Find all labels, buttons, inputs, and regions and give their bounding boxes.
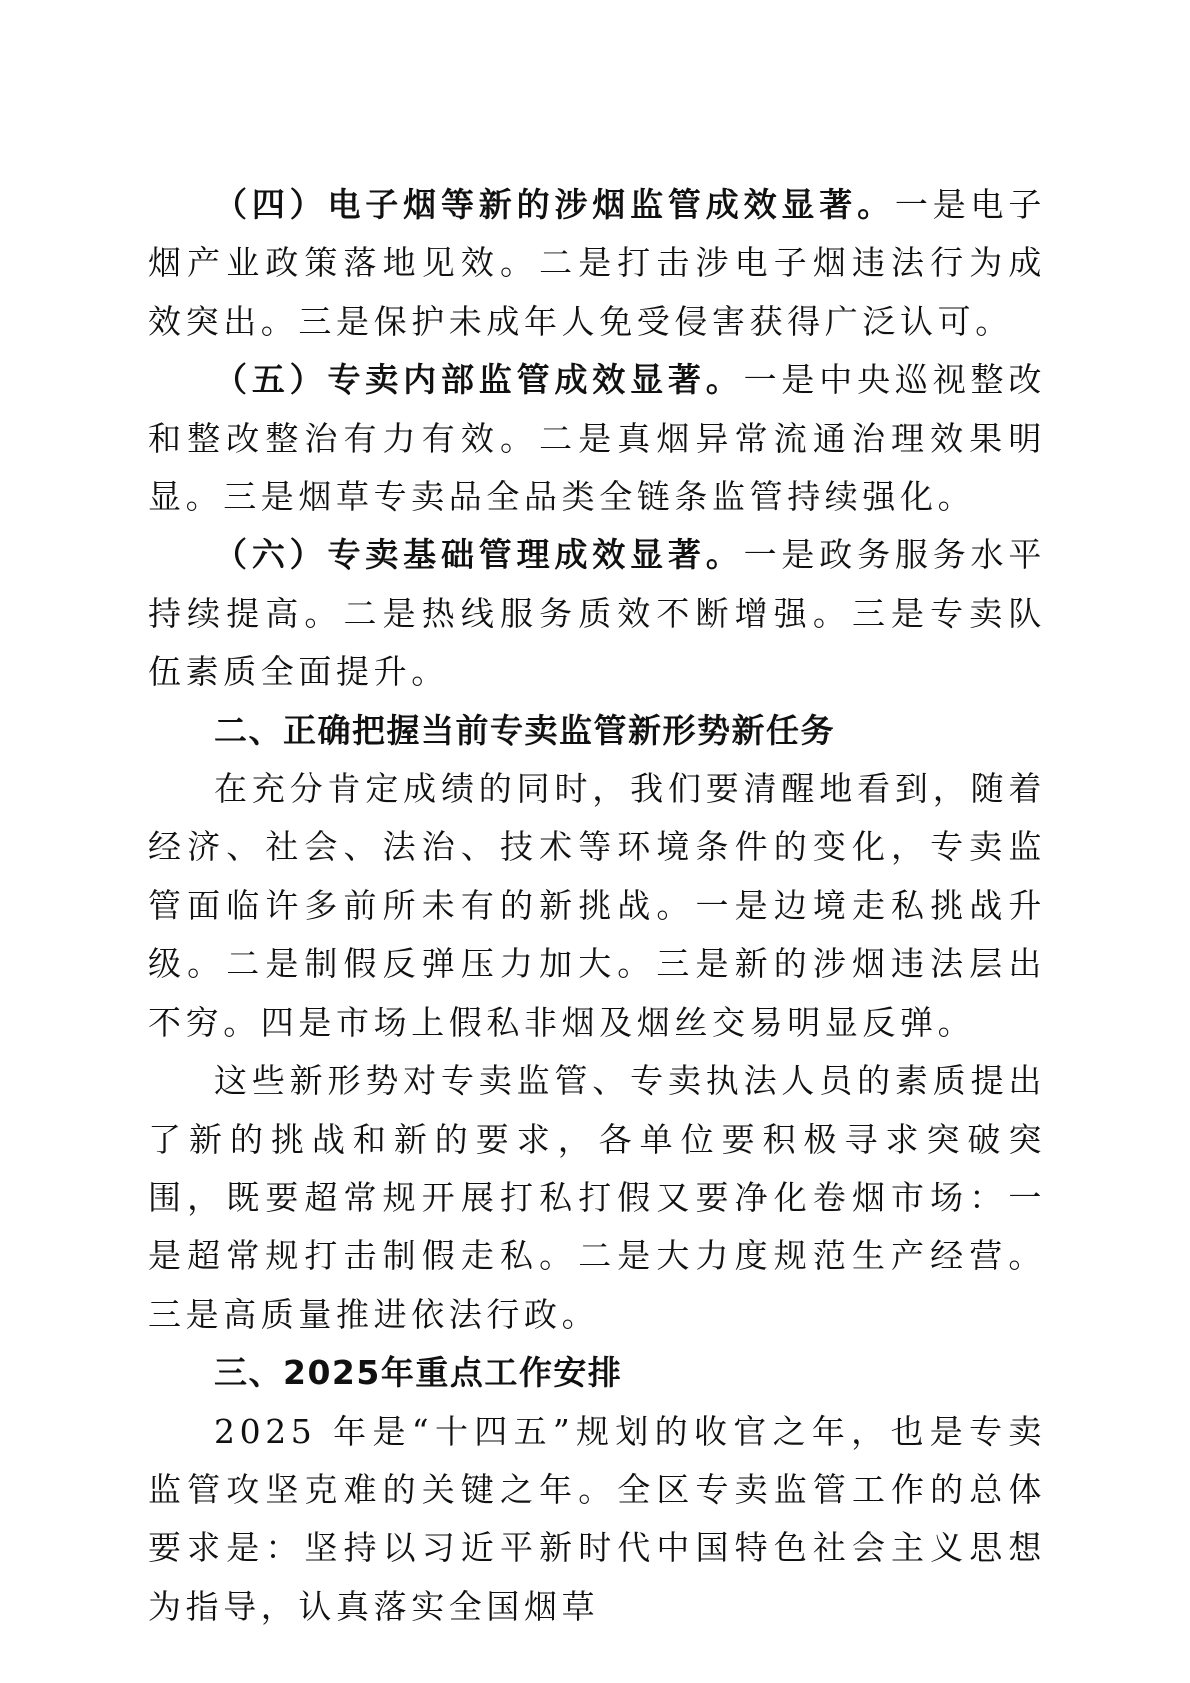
paragraph-text: 一是电子烟产业政策落地见效。二是打击涉电子烟违法行为成效突出。三是保护未成年人免受侵害获得广泛认可。 xyxy=(148,185,1046,341)
section2-paragraph-2: 这些新形势对专卖监管、专卖执法人员的素质提出了新的挑战和新的要求，各单位要积极寻求突破突围，既要超常规开展打私打假又要净化卷烟市场：一是超常规打击制假走私。二是大力度规范生产经营。三是高质量推进依法行政。 xyxy=(148,1061,1046,1334)
paragraph-lead: （五）专卖内部监管成效显著。 xyxy=(214,360,744,400)
paragraph-item-6 xyxy=(148,526,1046,701)
section2-paragraph-1: 在充分肯定成绩的同时，我们要清醒地看到，随着经济、社会、法治、技术等环境条件的变化，专卖监管面临许多前所未有的新挑战。一是边境走私挑战升级。二是制假反弹压力加大。三是新的涉烟违法层出不穷。四是市场上假私非烟及烟丝交易明显反弹。 xyxy=(148,769,1046,1042)
paragraph-lead: （四）电子烟等新的涉烟监管成效显著。 xyxy=(214,185,895,224)
paragraph-text: 一是中央巡视整改和整改整治有力有效。二是真烟异常流通治理效果明显。三是烟草专卖品全品类全链条监管持续强化。 xyxy=(148,360,1046,517)
section3-paragraph-1: 2025 年是“十四五”规划的收官之年，也是专卖监管攻坚克难的关键之年。全区专卖监管工作的总体要求是：坚持以习近平新时代中国特色社会主义思想为指导，认真落实全国烟草 xyxy=(148,1411,1046,1626)
paragraph-text: 一是政务服务水平持续提高。二是热线服务质效不断增强。三是专卖队伍素质全面提升。 xyxy=(148,535,1046,692)
document-body xyxy=(148,176,1046,1636)
paragraph-lead: （六）专卖基础管理成效显著。 xyxy=(214,535,744,575)
section-heading-3: 三、2025年重点工作安排 xyxy=(214,1353,623,1393)
section-heading-2: 二、正确把握当前专卖监管新形势新任务 xyxy=(214,710,835,750)
paragraph-item-5 xyxy=(148,351,1046,526)
paragraph-item-4 xyxy=(148,176,1046,351)
